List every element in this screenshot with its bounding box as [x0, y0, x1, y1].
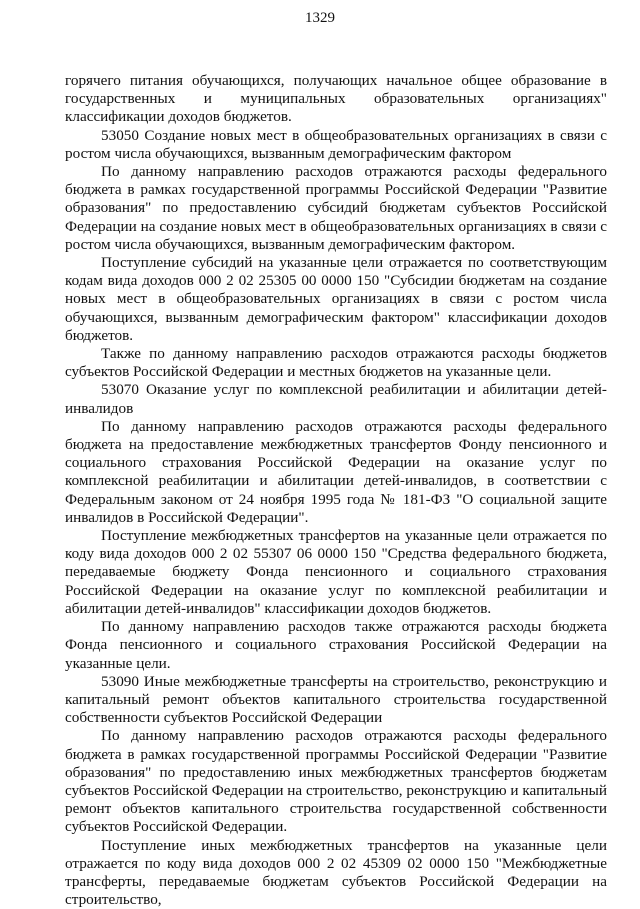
- paragraph: По данному направлению расходов отражаются расходы федерального бюджета в рамках государственной программы Российской Федерации "Развитие образования" по предоставлению субсидий бюджетам субъектов Российской Федерации на создание новых мест в общеобразовательных организациях в связи с ростом числа обучающихся, вызванным демографическим фактором.: [65, 163, 607, 253]
- paragraph: По данному направлению расходов отражаются расходы федерального бюджета в рамках государственной программы Российской Федерации "Развитие образования" по предоставлению иных межбюджетных трансфертов бюджетам субъектов Российской Федерации на строительство, реконструкцию и капитальный ремонт объектов капитального строительства государственной собственности субъектов Российской Федерации.: [65, 727, 607, 836]
- paragraph: Поступление субсидий на указанные цели отражается по соответствующим кодам вида доходов 000 2 02 25305 00 0000 150 "Субсидии бюджетам на создание новых мест в общеобразовательных организациях в связи с ростом числа обучающихся, вызванным демографическим фактором" классификации доходов бюджетов.: [65, 254, 607, 344]
- paragraph: По данному направлению расходов также отражаются расходы бюджета Фонда пенсионного и социального страхования Российской Федерации на указанные цели.: [65, 618, 607, 672]
- paragraph: Также по данному направлению расходов отражаются расходы бюджетов субъектов Российской Федерации и местных бюджетов на указанные цели.: [65, 345, 607, 381]
- paragraph: Поступление иных межбюджетных трансфертов на указанные цели отражается по коду вида доходов 000 2 02 45309 02 0000 150 "Межбюджетные трансферты, передаваемые бюджетам субъектов Российской Федерации на строительство,: [65, 836, 607, 909]
- section-heading-53070: 53070 Оказание услуг по комплексной реабилитации и абилитации детей-инвалидов: [65, 381, 607, 417]
- paragraph: По данному направлению расходов отражаются расходы федерального бюджета на предоставление межбюджетных трансфертов Фонду пенсионного и социального страхования Российской Федерации на оказание услуг по комплексной реабилитации и абилитации детей-инвалидов, в соответствии с Федеральным законом от 24 ноября 1995 года № 181-ФЗ "О социальной защите инвалидов в Российской Федерации".: [65, 417, 607, 526]
- section-heading-53090: 53090 Иные межбюджетные трансферты на строительство, реконструкцию и капитальный ремонт объектов капитального строительства государственной собственности субъектов Российской Федерации: [65, 672, 607, 727]
- page-number: 1329: [305, 10, 335, 26]
- paragraph: Поступление межбюджетных трансфертов на указанные цели отражается по коду вида доходов 000 2 02 55307 06 0000 150 "Средства федерального бюджета, передаваемые бюджету Фонда пенсионного и социального страхования Российской Федерации на оказание услуг по комплексной реабилитации и абилитации детей-инвалидов" классификации доходов бюджетов.: [65, 527, 607, 617]
- section-heading-53050: 53050 Создание новых мест в общеобразовательных организациях в связи с ростом числа обучающихся, вызванным демографическим фактором: [65, 126, 607, 162]
- paragraph: горячего питания обучающихся, получающих начальное общее образование в государственных и муниципальных образовательных организациях" классификации доходов бюджетов.: [65, 72, 607, 126]
- document-body: [65, 72, 607, 909]
